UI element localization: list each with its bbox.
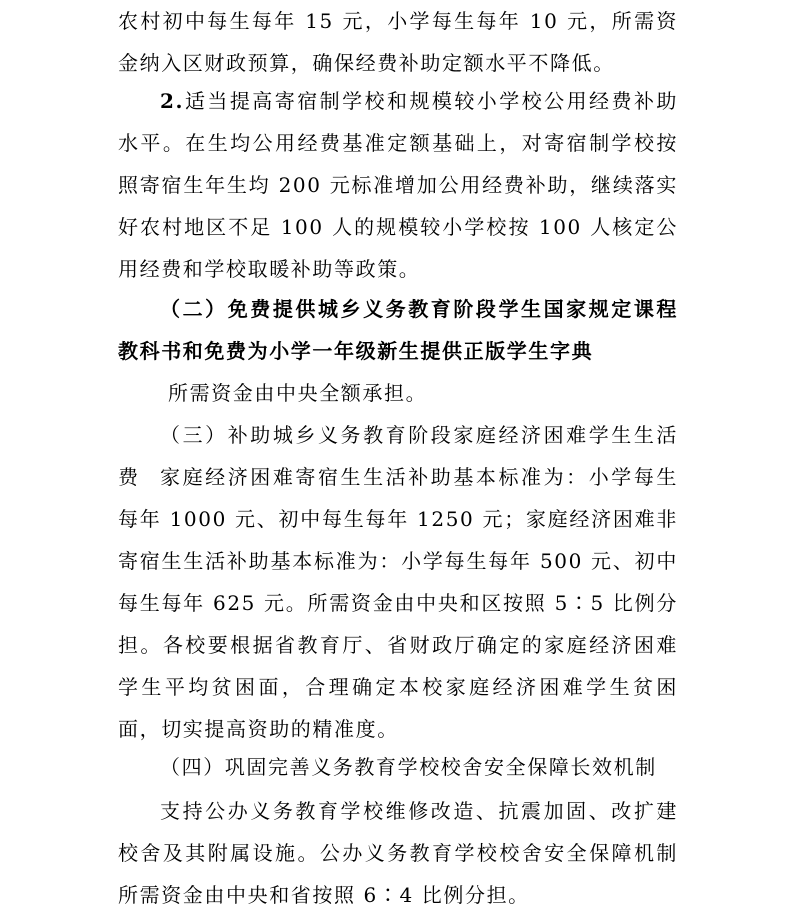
paragraph-school-safety: 支持公办义务教育学校维修改造、抗震加固、改扩建校舍及其附属设施。公办义务教育学校校舍安全保障机制所需资金由中央和省按照 6∶4 比例分担。 bbox=[118, 799, 678, 907]
section-heading-4: （四）巩固完善义务教育学校校舍安全保障长效机制 bbox=[160, 755, 657, 779]
item-number: 2. bbox=[160, 89, 185, 113]
paragraph-text: 农村初中每生每年 15 元，小学每生每年 10 元，所需资金纳入区财政预算，确保经费补助定额水平不降低。 bbox=[118, 9, 678, 75]
section-heading-2: （二）免费提供城乡义务教育阶段学生国家规定课程教科书和免费为小学一年级新生提供正版学生字典 bbox=[118, 297, 678, 363]
paragraph-central-funding: 所需资金由中央全额承担。 bbox=[168, 381, 428, 405]
paragraph-text: 适当提高寄宿制学校和规模较小学校公用经费补助水平。在生均公用经费基准定额基础上，对寄宿制学校按照寄宿生年生均 200 元标准增加公用经费补助，继续落实好农村地区不足 100 人的规模较小学校按 100 人核定公用经费和学校取暖补助等政策。 bbox=[118, 89, 678, 281]
paragraph-item-2 bbox=[118, 80, 678, 290]
paragraph-living-subsidy: 家庭经济困难寄宿生生活补助基本标准为：小学每生每年 1000 元、初中每生每年 1250 元；家庭经济困难非寄宿生生活补助基本标准为：小学每生每年 500 元、初中每生每年 625 元。所需资金由中央和区按照 5∶5 比例分担。各校要根据省教育厅、省财政厅确定的家庭经济困难学生平均贫困面，合理确定本校家庭经济困难学生贫困面，切实提高资助的精准度。 bbox=[118, 465, 678, 741]
paragraph-funding-rural bbox=[118, 0, 678, 84]
section-heading-3: （三）补助城乡义务教育阶段家庭经济困难学生生活费 bbox=[118, 423, 678, 489]
